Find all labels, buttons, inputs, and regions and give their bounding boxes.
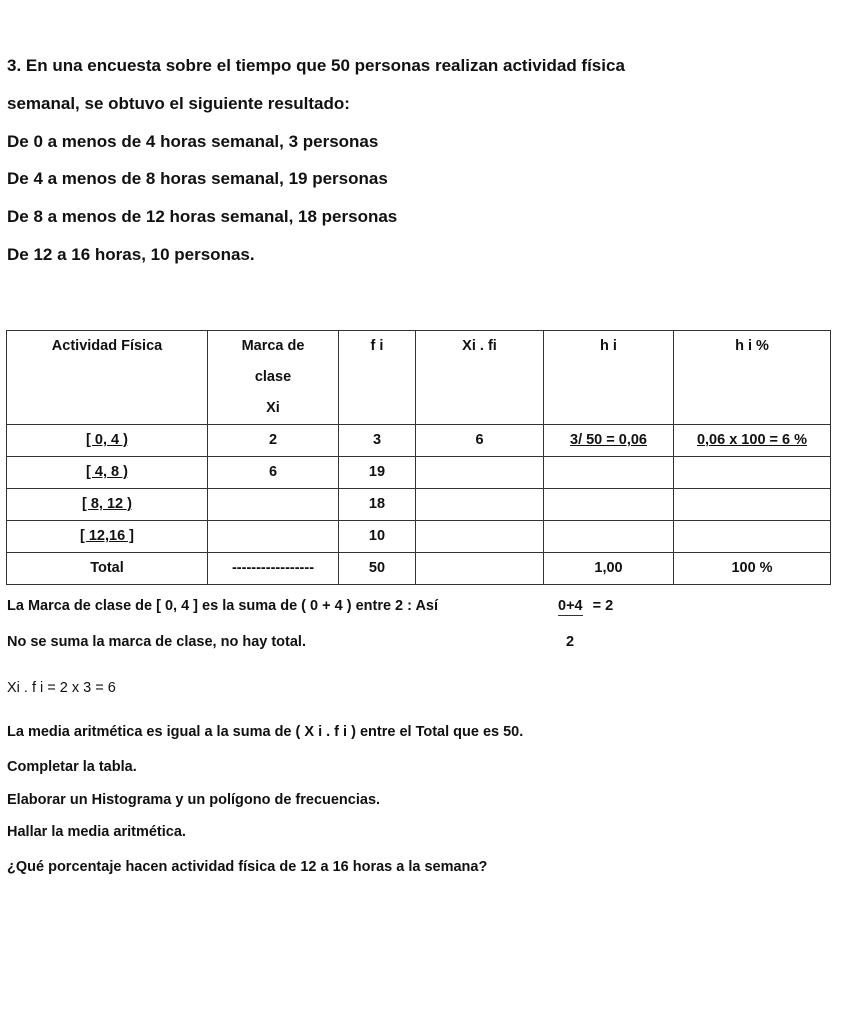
table-cell: [544, 521, 674, 553]
fraction-denominator: 2: [566, 634, 575, 650]
table-cell: 6: [208, 457, 339, 489]
table-cell: [208, 521, 339, 553]
table-cell: Total: [7, 553, 208, 585]
table-cell: 18: [339, 489, 416, 521]
header-marca: Marca de clase Xi: [208, 331, 339, 425]
table-cell: [674, 489, 831, 521]
header-actividad: Actividad Física: [7, 331, 208, 425]
table-cell: [674, 457, 831, 489]
table-cell: [ 0, 4 ): [7, 425, 208, 457]
table-cell: [544, 457, 674, 489]
table-cell: 2: [208, 425, 339, 457]
marca-explanation: La Marca de clase de [ 0, 4 ] es la suma de ( 0 + 4 ) entre 2 : Así: [7, 598, 439, 614]
data-line: De 8 a menos de 12 horas semanal, 18 personas: [7, 207, 398, 226]
table-cell: 19: [339, 457, 416, 489]
table-cell: [544, 489, 674, 521]
problem-title: 3. En una encuesta sobre el tiempo que 50 personas realizan actividad física: [7, 56, 625, 75]
table-cell: 3/ 50 = 0,06: [544, 425, 674, 457]
data-line: De 4 a menos de 8 horas semanal, 19 personas: [7, 169, 388, 188]
table-header-row: [7, 331, 831, 425]
data-line: De 0 a menos de 4 horas semanal, 3 personas: [7, 132, 379, 151]
fraction-numerator-line: [558, 598, 613, 616]
xi-fi-example: Xi . f i = 2 x 3 = 6: [7, 680, 116, 696]
table-cell: [ 8, 12 ): [7, 489, 208, 521]
table-cell: [674, 521, 831, 553]
header-hi: h i: [544, 331, 674, 425]
problem-text-line: semanal, se obtuvo el siguiente resultado:: [7, 94, 350, 113]
table-total-row: [7, 553, 831, 585]
table-cell: [416, 457, 544, 489]
fraction-numerator: 0+4: [558, 598, 583, 614]
table-cell: 100 %: [674, 553, 831, 585]
table-cell: [416, 553, 544, 585]
question-line: La media aritmética es igual a la suma de ( X i . f i ) entre el Total que es 50.: [7, 724, 524, 740]
table-cell: 0,06 x 100 = 6 %: [674, 425, 831, 457]
header-hi-percent: h i %: [674, 331, 831, 425]
header-fi: f i: [339, 331, 416, 425]
fraction-result: = 2: [592, 598, 614, 614]
table-cell: 10: [339, 521, 416, 553]
table-cell: 1,00: [544, 553, 674, 585]
table-cell: 6: [416, 425, 544, 457]
table-row: [7, 457, 831, 489]
table-row: [7, 521, 831, 553]
data-line: De 12 a 16 horas, 10 personas.: [7, 245, 255, 264]
table-row: [7, 425, 831, 457]
table-cell: [208, 489, 339, 521]
question-line: ¿Qué porcentaje hacen actividad física de 12 a 16 horas a la semana?: [7, 859, 488, 875]
header-xi-fi: Xi . fi: [416, 331, 544, 425]
no-total-note: No se suma la marca de clase, no hay total.: [7, 634, 306, 650]
question-line: Elaborar un Histograma y un polígono de frecuencias.: [7, 792, 381, 808]
table-cell: [416, 521, 544, 553]
table-cell: [416, 489, 544, 521]
table-cell: [ 4, 8 ): [7, 457, 208, 489]
question-line: Completar la tabla.: [7, 759, 137, 775]
table-cell: 50: [339, 553, 416, 585]
table-row: [7, 489, 831, 521]
frequency-table: [6, 330, 831, 585]
table-cell: -----------------: [208, 553, 339, 585]
table-cell: 3: [339, 425, 416, 457]
table-cell: [ 12,16 ]: [7, 521, 208, 553]
question-line: Hallar la media aritmética.: [7, 824, 186, 840]
